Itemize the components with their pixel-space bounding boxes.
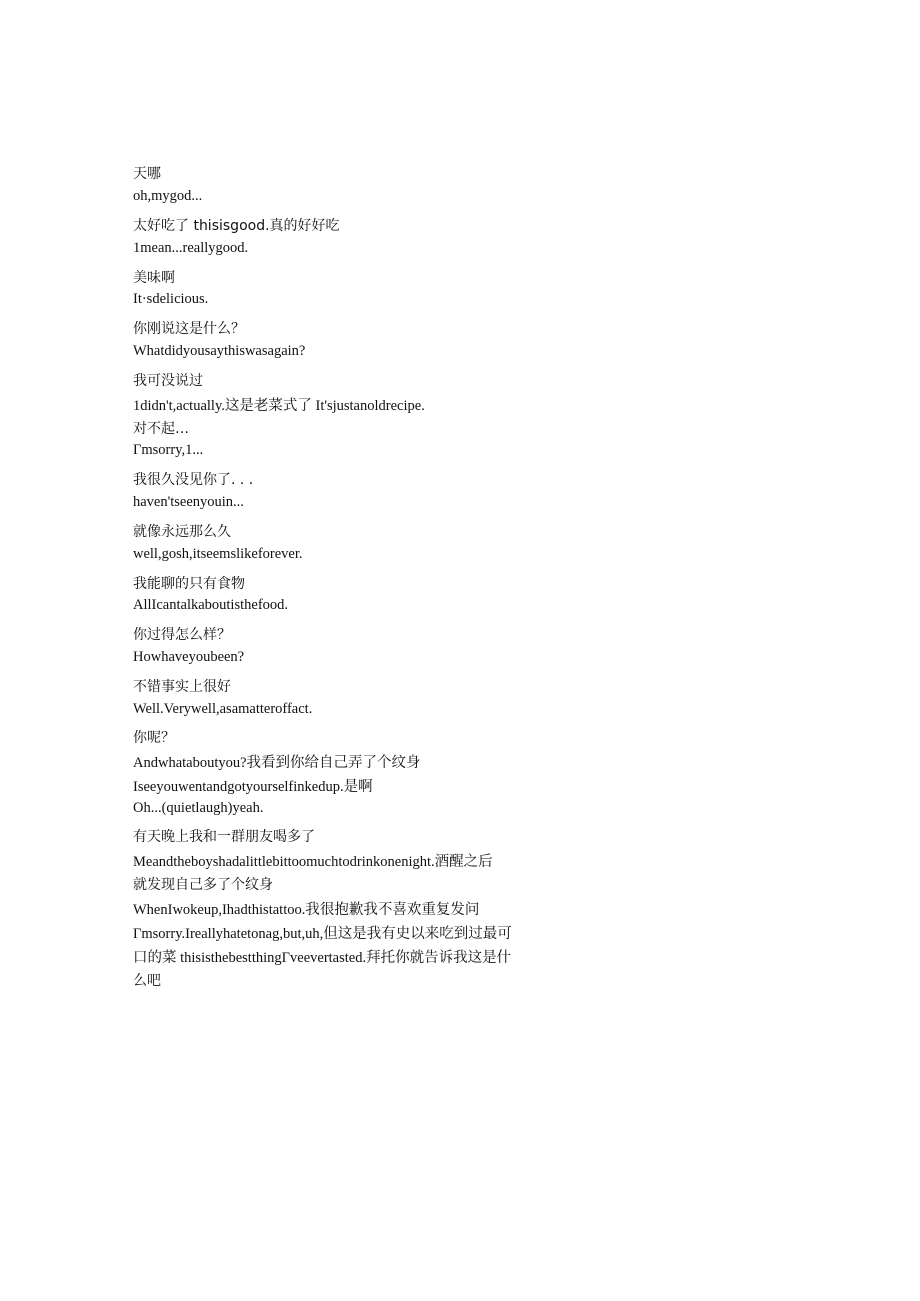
text-line: 你呢？ xyxy=(133,730,175,746)
text-line: 就像永远那么久 xyxy=(133,524,231,540)
text-line: 太好吃了 thisisgood.真的好好吃 xyxy=(133,218,340,234)
text-line: 我很久没见你了. . . xyxy=(133,472,254,488)
text-line: Whatdidyousaythiswasagain? xyxy=(133,343,306,359)
text-line: 我可没说过 xyxy=(133,373,203,389)
text-line: oh,mygod... xyxy=(133,188,203,204)
text-line: 天哪 xyxy=(133,166,161,182)
text-line: haven'tseenyouin... xyxy=(133,494,244,510)
text-line: 1didn't,actually.这是老菜式了 It'sjustanoldrecipe. xyxy=(133,398,425,414)
text-line: AllIcantalkaboutisthefood. xyxy=(133,597,289,613)
text-line: 我能聊的只有食物 xyxy=(133,576,245,592)
text-line: Andwhataboutyou?我看到你给自己弄了个纹身 xyxy=(133,755,421,771)
text-line: Γmsorry,1... xyxy=(133,442,204,458)
text-line: 你刚说这是什么？ xyxy=(133,321,245,337)
text-line: 不错事实上很好 xyxy=(133,679,231,695)
text-line: Well.Verywell,asamatteroffact. xyxy=(133,701,313,717)
text-line: well,gosh,itseemslikeforever. xyxy=(133,546,303,562)
text-line: 你过得怎么样？ xyxy=(133,627,231,643)
text-line: 美味啊 xyxy=(133,270,175,286)
text-line: 么吧 xyxy=(133,973,161,989)
text-line: Oh...(quietlaugh)yeah. xyxy=(133,800,264,816)
text-line: It·sdelicious. xyxy=(133,291,209,307)
text-line: Iseeyouwentandgotyourselfinkedup.是啊 xyxy=(133,779,373,795)
text-line: 对不起… xyxy=(133,421,189,437)
text-line: Howhaveyoubeen? xyxy=(133,649,245,665)
text-line: 口的菜 thisisthebestthingΓveevertasted.拜托你就告诉我这是什 xyxy=(133,950,512,966)
text-line: WhenIwokeup,Ihadthistattoo.我很抱歉我不喜欢重复发问 xyxy=(133,902,480,918)
text-line: Meandtheboyshadalittlebittoomuchtodrinkonenight.酒醒之后 xyxy=(133,854,493,870)
text-line: 1mean...reallygood. xyxy=(133,240,249,256)
text-line: 就发现自己多了个纹身 xyxy=(133,877,273,893)
text-line: Γmsorry.Ireallyhatetonag,but,uh,但这是我有史以来吃到过最可 xyxy=(133,926,512,942)
text-line: 有天晚上我和一群朋友喝多了 xyxy=(133,829,315,845)
